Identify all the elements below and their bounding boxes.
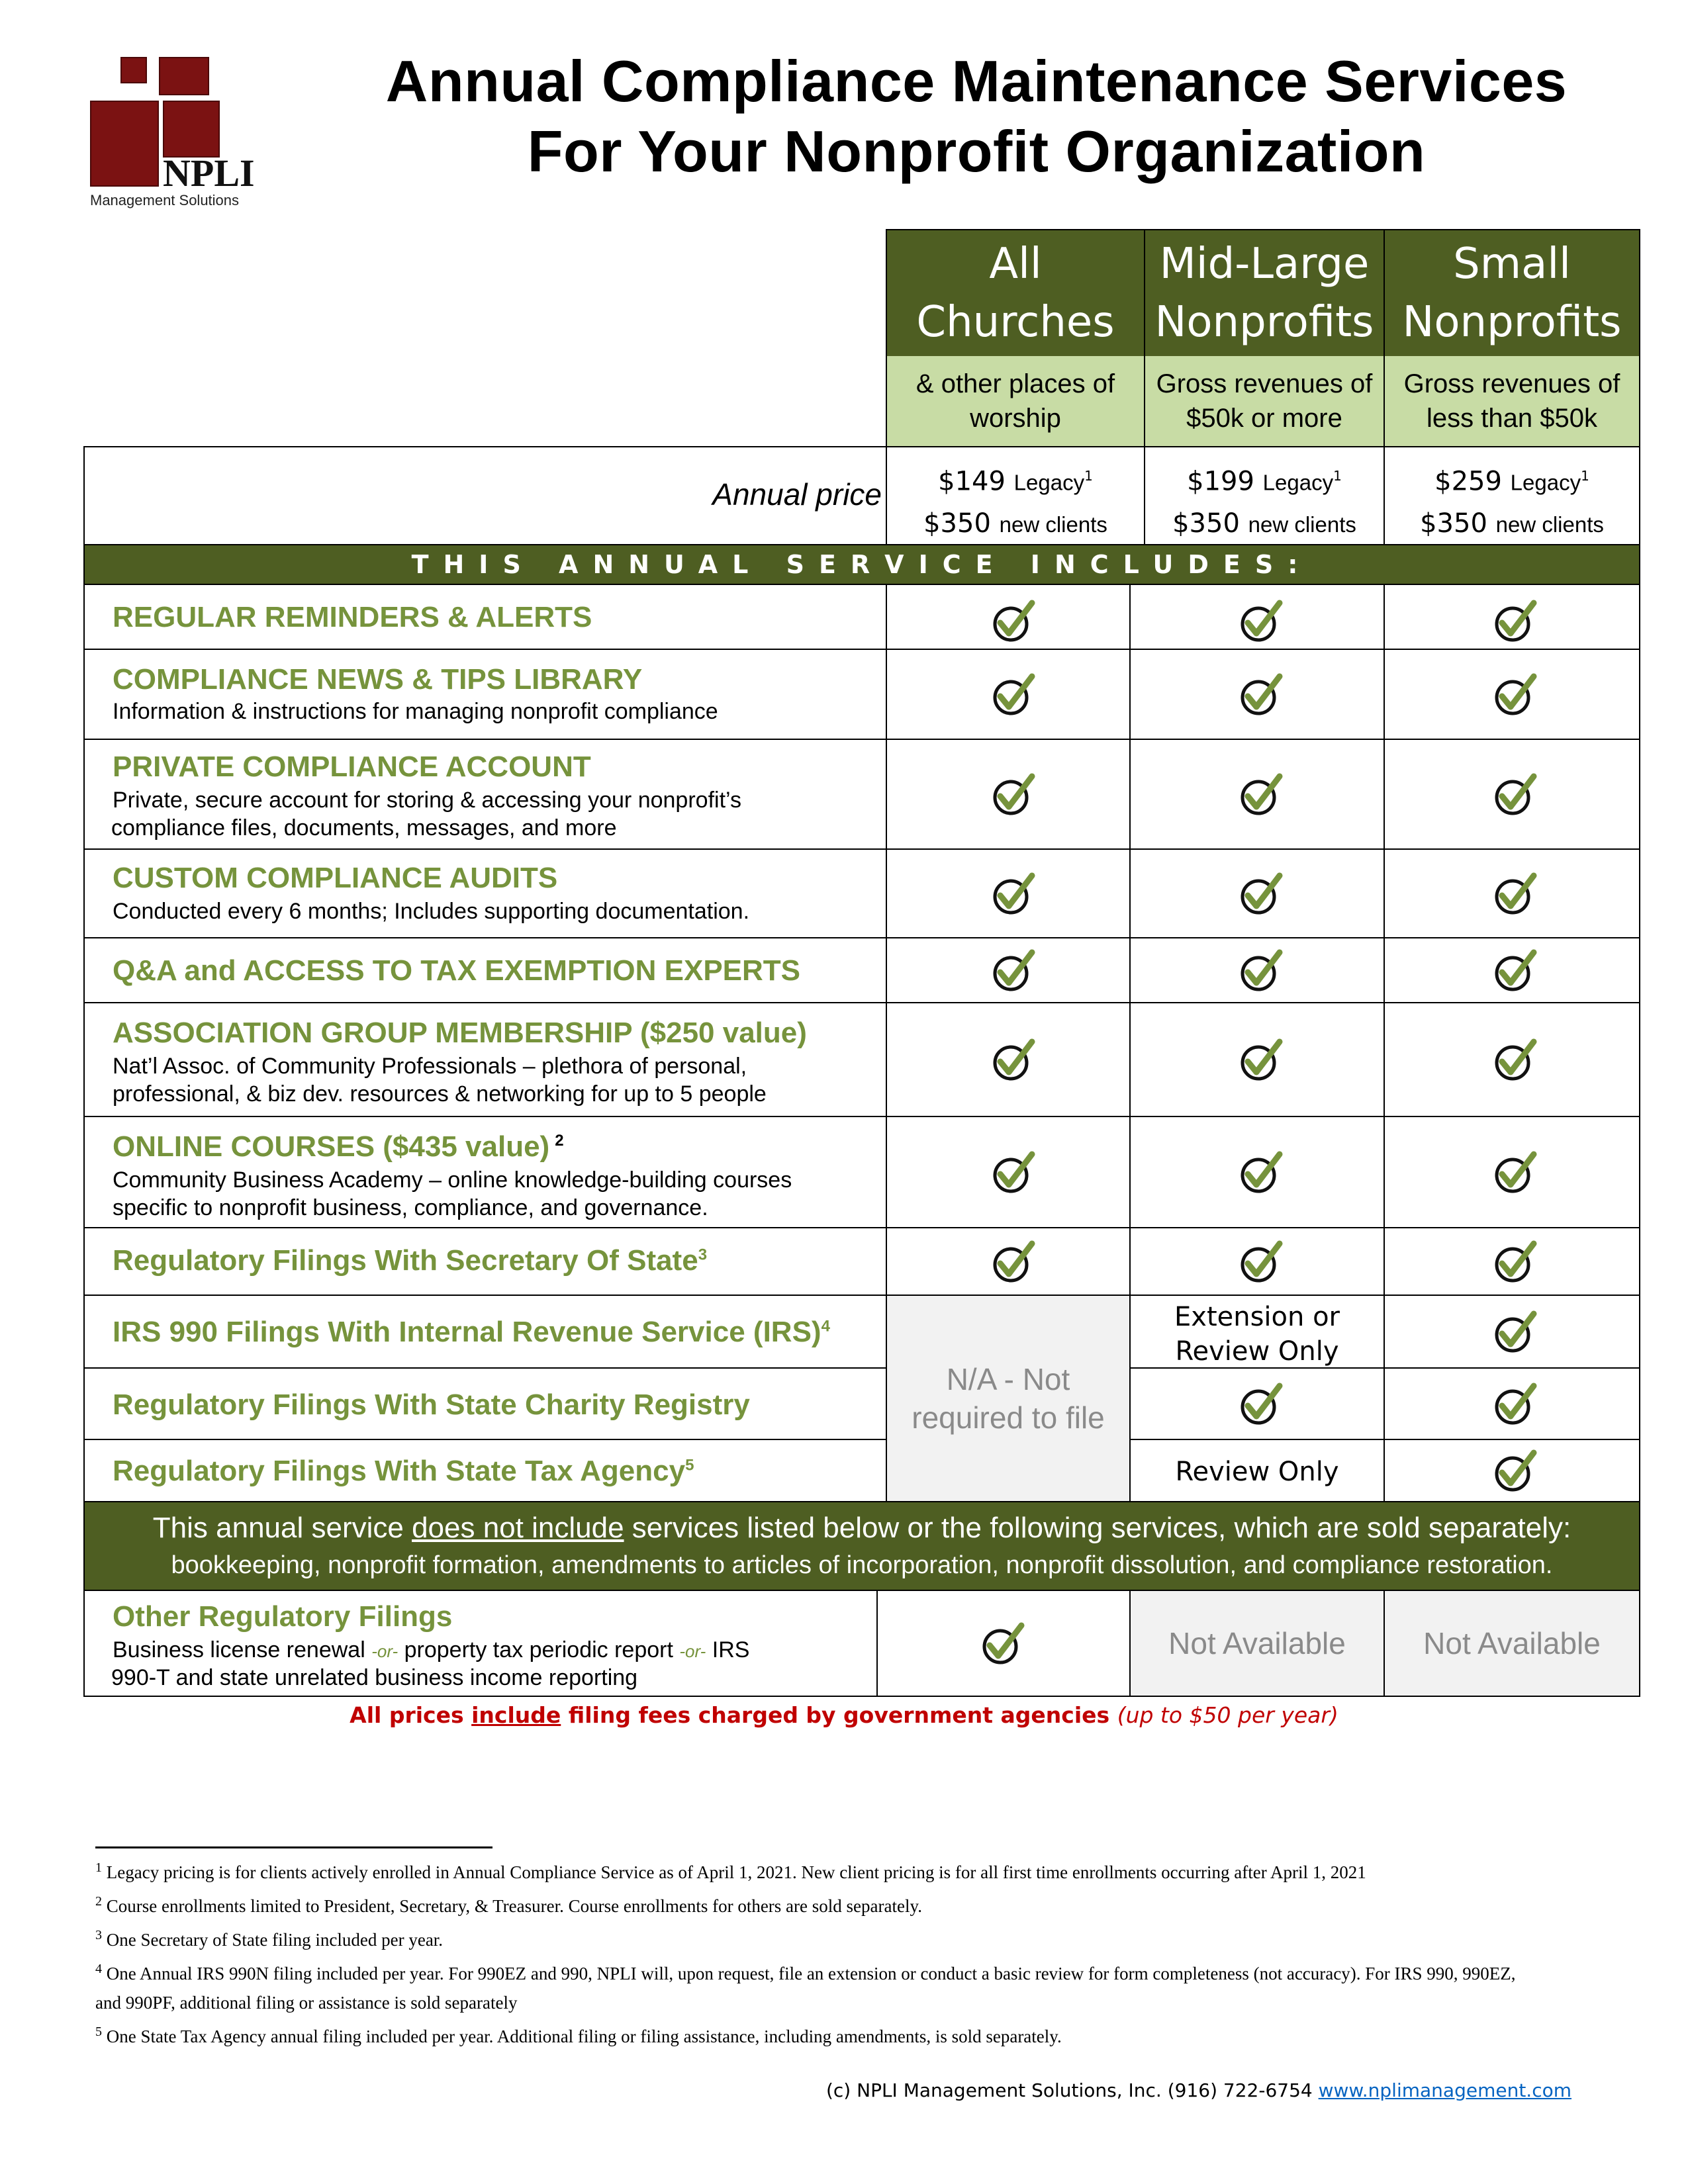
legacy-price: $149 Legacy$^1$ [938, 466, 1093, 497]
footnotes [95, 1853, 1591, 2051]
tier-head-line: Small [1453, 240, 1571, 289]
checkmark-icon [1493, 671, 1539, 717]
tier-head-line: Nonprofits [1402, 298, 1622, 347]
feature-row [83, 739, 887, 850]
feature-description: Information & instructions for managing nonprofit compliance [113, 699, 718, 724]
tier-sub-line: less than $50k [1427, 404, 1597, 433]
feature-row [83, 1116, 887, 1228]
feature-title: Regulatory Filings With Secretary Of State$^3$ [113, 1244, 708, 1277]
checkmark-icon [980, 1620, 1027, 1666]
checkmark-icon [1239, 1381, 1285, 1427]
checkmark-icon [1493, 1238, 1539, 1285]
checkmark-icon [991, 1036, 1037, 1083]
new-client-price: $350 new clients [1172, 508, 1356, 539]
tier-sub-line: Gross revenues of [1156, 369, 1373, 398]
checkmark-icon [1239, 598, 1285, 644]
footnote: $^3$ One Secretary of State filing included per year. [95, 1928, 444, 1950]
tier-header-churches [886, 229, 1145, 447]
feature-row [83, 649, 887, 740]
feature-description: Private, secure account for storing & accessing your nonprofit’s [113, 788, 741, 813]
page-title-line-2: For Your Nonprofit Organization [527, 118, 1426, 184]
feature-description: compliance files, documents, messages, and more [111, 815, 617, 841]
feature-description: Community Business Academy – online knowledge-building courses [113, 1167, 792, 1193]
copyright: (c) NPLI Management Solutions, Inc. (916) 722-6754 www.nplimanagement.com [825, 2079, 1571, 2101]
checkmark-icon [1239, 870, 1285, 917]
feature-row [83, 848, 887, 938]
checkmark-icon [1493, 1149, 1539, 1195]
checkmark-icon [1493, 1036, 1539, 1083]
website-link[interactable]: www.nplimanagement.com [1318, 2079, 1571, 2101]
checkmark-icon [1493, 947, 1539, 993]
checkmark-icon [1239, 771, 1285, 817]
feature-row [83, 1295, 887, 1369]
annual-price-label: Annual price [712, 477, 882, 512]
feature-title: Regulatory Filings With State Tax Agency$^5$ [113, 1455, 694, 1487]
footnote: $^5$ One State Tax Agency annual filing included per year. Additional filing or filing assistance, including amendments, is sold separately. [95, 2025, 1062, 2046]
footnote: $^1$ Legacy pricing is for clients actively enrolled in Annual Compliance Service as of April 1, 2021. New client pricing is for all first time enrollments occurring after April 1, 2021 [95, 1860, 1366, 1882]
checkmark-icon [1239, 1036, 1285, 1083]
logo-square [90, 101, 159, 187]
legacy-price: $199 Legacy$^1$ [1187, 466, 1342, 497]
not-applicable-cell [886, 1295, 1131, 1502]
not-available-cell: Not Available [1383, 1590, 1640, 1697]
page-title-line-1: Annual Compliance Maintenance Services [385, 48, 1568, 114]
tier-head-line: Nonprofits [1154, 298, 1374, 347]
checkmark-icon [1239, 1149, 1285, 1195]
feature-title: IRS 990 Filings With Internal Revenue Service (IRS)$^4$ [113, 1316, 830, 1348]
other-filings-row [83, 1590, 878, 1697]
tier-header-mid-large [1144, 229, 1385, 447]
feature-row [83, 1227, 887, 1296]
review-only-cell: Review Only [1129, 1439, 1385, 1502]
feature-description: professional, & biz dev. resources & networking for up to 5 people [113, 1081, 767, 1107]
checkmark-icon [1493, 1308, 1539, 1355]
price-cell-mid-large [1144, 446, 1385, 545]
price-cell-small [1383, 446, 1640, 545]
checkmark-icon [1493, 598, 1539, 644]
feature-row [83, 1439, 887, 1502]
fees-note: All prices include filing fees charged by government agencies (up to $50 per year) [350, 1702, 1338, 1728]
feature-title: Q&A and ACCESS TO TAX EXEMPTION EXPERTS [113, 954, 801, 987]
feature-description: Nat’l Assoc. of Community Professionals – plethora of personal, [113, 1054, 747, 1079]
tier-sub-line: Gross revenues of [1403, 369, 1620, 398]
feature-description: specific to nonprofit business, compliance, and governance. [113, 1195, 708, 1220]
footnote: and 990PF, additional filing or assistance is sold separately [95, 1993, 518, 2013]
checkmark-icon [1239, 947, 1285, 993]
legacy-price: $259 Legacy$^1$ [1434, 466, 1589, 497]
extension-review-cell [1129, 1295, 1385, 1369]
exclusion-note-line-2: bookkeeping, nonprofit formation, amendments to articles of incorporation, nonprofit dissolution, and compliance restoration. [171, 1551, 1553, 1579]
checkmark-icon [991, 598, 1037, 644]
new-client-price: $350 new clients [923, 508, 1107, 539]
na-line: N/A - Not [946, 1362, 1070, 1396]
feature-title: ASSOCIATION GROUP MEMBERSHIP ($250 value) [113, 1017, 807, 1049]
feature-title: ONLINE COURSES ($435 value) $^2$ [113, 1130, 564, 1163]
tier-head-line: Mid-Large [1159, 240, 1370, 289]
checkmark-icon [1239, 1238, 1285, 1285]
checkmark-icon [1493, 1447, 1539, 1494]
feature-title: Other Regulatory Filings [113, 1600, 453, 1633]
extension-line: Extension or [1174, 1302, 1340, 1332]
checkmark-icon [991, 1238, 1037, 1285]
checkmark-icon [991, 671, 1037, 717]
feature-title: COMPLIANCE NEWS & TIPS LIBRARY [113, 663, 643, 696]
tier-head-line: All [989, 240, 1042, 289]
tier-sub-line: & other places of [915, 369, 1115, 398]
exclusion-note-line-1: This annual service does not include services listed below or the following services, which are sold separately: [152, 1512, 1571, 1544]
checkmark-icon [1493, 870, 1539, 917]
checkmark-icon [991, 870, 1037, 917]
feature-title: PRIVATE COMPLIANCE ACCOUNT [113, 751, 591, 783]
price-cell-churches [886, 446, 1145, 545]
footnote-divider [95, 1846, 492, 1848]
footnote: $^2$ Course enrollments limited to President, Secretary, & Treasurer. Course enrollments for others are sold separately. [95, 1894, 922, 1916]
feature-description: 990-T and state unrelated business income reporting [111, 1665, 638, 1690]
checkmark-icon [991, 1149, 1037, 1195]
checkmark-icon [1493, 771, 1539, 817]
feature-description: Business license renewal -or- property tax periodic report -or- IRS [113, 1637, 750, 1662]
feature-row [83, 1367, 887, 1440]
exclusion-note [83, 1501, 1640, 1591]
logo-square [159, 57, 209, 95]
na-line: required to file [912, 1400, 1105, 1435]
feature-title: Regulatory Filings With State Charity Registry [113, 1388, 750, 1421]
logo-name: NPLI [163, 152, 255, 195]
extension-line: Review Only [1175, 1336, 1339, 1367]
tier-header-small [1383, 229, 1640, 447]
logo-subtitle: Management Solutions [90, 192, 240, 208]
new-client-price: $350 new clients [1420, 508, 1604, 539]
footnote: $^4$ One Annual IRS 990N filing included per year. For 990EZ and 990, NPLI will, upon request, file an extension or conduct a basic review for form completeness (not accuracy). For IRS 990, 990EZ, [95, 1962, 1516, 1983]
checkmark-icon [1239, 671, 1285, 717]
includes-banner: THIS ANNUAL SERVICE INCLUDES: [83, 544, 1640, 585]
tier-head-line: Churches [916, 298, 1115, 347]
price-row-label-cell [83, 446, 887, 545]
checkmark-icon [991, 771, 1037, 817]
checkmark-icon [1493, 1381, 1539, 1427]
feature-title: REGULAR REMINDERS & ALERTS [113, 601, 592, 633]
feature-row [83, 937, 887, 1003]
feature-description: Conducted every 6 months; Includes supporting documentation. [113, 899, 750, 924]
feature-row [83, 1002, 887, 1117]
not-available-cell: Not Available [1129, 1590, 1385, 1697]
logo-square [120, 57, 147, 83]
logo-square [163, 101, 220, 158]
tier-sub-line: worship [970, 404, 1061, 433]
checkmark-icon [991, 947, 1037, 993]
feature-row [83, 584, 887, 650]
tier-sub-line: $50k or more [1186, 404, 1342, 433]
feature-title: CUSTOM COMPLIANCE AUDITS [113, 862, 558, 894]
